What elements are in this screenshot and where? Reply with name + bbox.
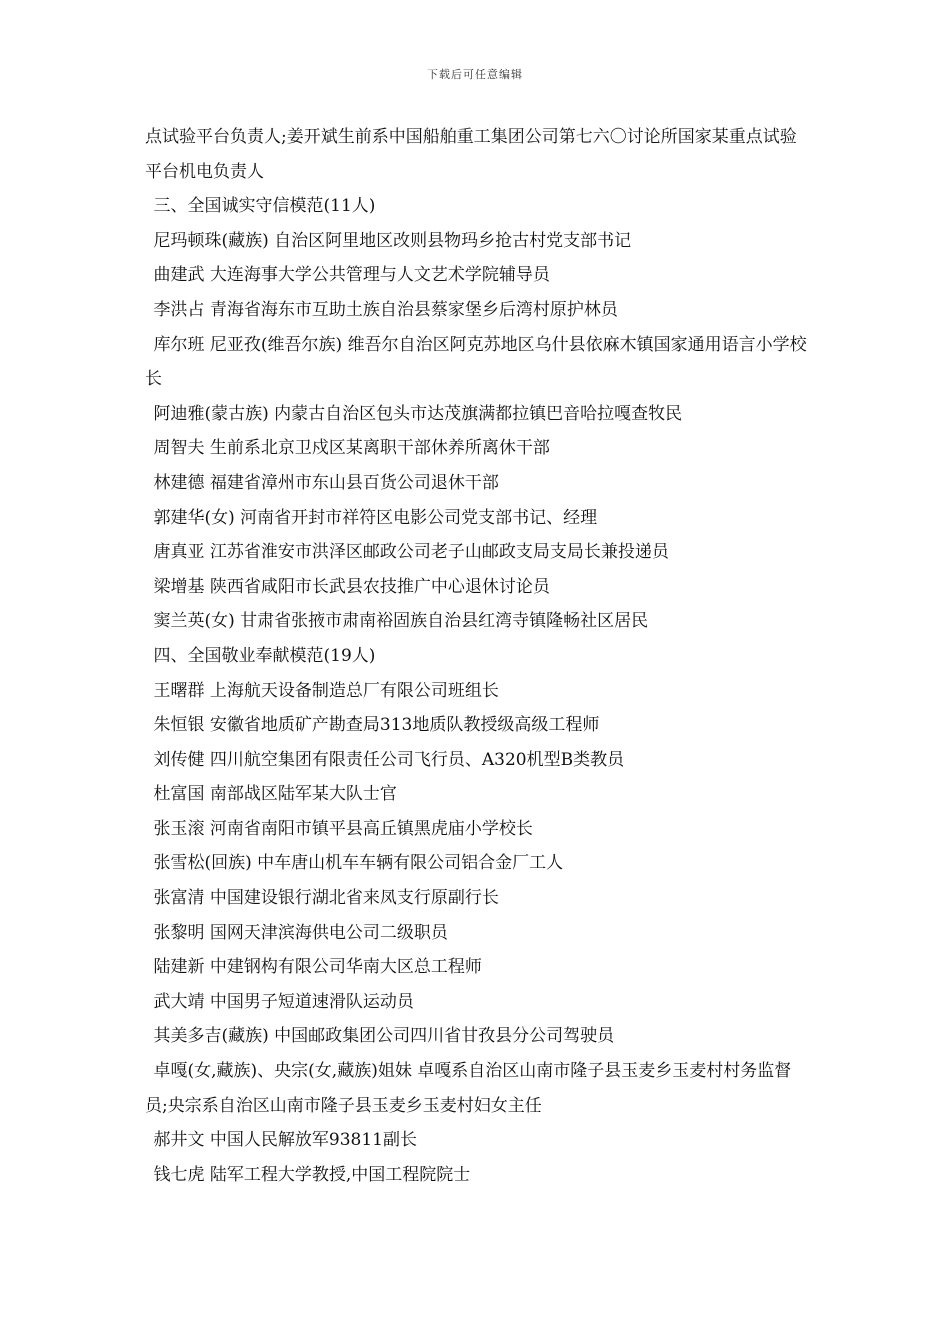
- list-item: 张雪松(回族) 中车唐山机车车辆有限公司铝合金厂工人: [153, 853, 564, 874]
- list-item: 王曙群 上海航天设备制造总厂有限公司班组长: [153, 680, 499, 701]
- list-item: 陆建新 中建钢构有限公司华南大区总工程师: [153, 957, 482, 978]
- list-item: 郝井文 中国人民解放军93811副长: [153, 1130, 417, 1151]
- list-item: 钱七虎 陆军工程大学教授,中国工程院院士: [153, 1164, 471, 1185]
- section-heading: 四、全国敬业奉献模范(19人): [153, 645, 376, 666]
- list-item: 李洪占 青海省海东市互助土族自治县蔡家堡乡后湾村原护林员: [153, 299, 618, 320]
- list-item: 张富清 中国建设银行湖北省来凤支行原副行长: [153, 888, 499, 909]
- list-item: 周智夫 生前系北京卫戍区某离职干部休养所离休干部: [153, 438, 550, 459]
- list-item: 其美多吉(藏族) 中国邮政集团公司四川省甘孜县分公司驾驶员: [153, 1026, 615, 1047]
- list-item: 窦兰英(女) 甘肃省张掖市肃南裕固族自治县红湾寺镇隆畅社区居民: [153, 611, 649, 632]
- list-item: 刘传健 四川航空集团有限责任公司飞行员、A320机型B类教员: [153, 749, 625, 770]
- list-item: 武大靖 中国男子短道速滑队运动员: [153, 991, 414, 1012]
- list-item: 曲建武 大连海事大学公共管理与人文艺术学院辅导员: [153, 265, 550, 286]
- list-item: 库尔班 尼亚孜(维吾尔族) 维吾尔自治区阿克苏地区乌什县依麻木镇国家通用语言小学校长: [145, 334, 807, 390]
- list-item: 林建德 福建省漳州市东山县百货公司退休干部: [153, 472, 499, 493]
- page-header-note: 下载后可任意编辑: [427, 68, 523, 81]
- list-item: 张玉滚 河南省南阳市镇平县高丘镇黑虎庙小学校长: [153, 818, 533, 839]
- list-item: 阿迪雅(蒙古族) 内蒙古自治区包头市达茂旗满都拉镇巴音哈拉嘎查牧民: [153, 403, 683, 424]
- list-item: 张黎明 国网天津滨海供电公司二级职员: [153, 922, 448, 943]
- list-item: 卓嘎(女,藏族)、央宗(女,藏族)姐妹 卓嘎系自治区山南市隆子县玉麦乡玉麦村村务监督员;央宗系自治区山南市隆子县玉麦乡玉麦村妇女主任: [145, 1061, 792, 1116]
- list-item: 朱恒银 安徽省地质矿产勘查局313地质队教授级高级工程师: [153, 715, 600, 736]
- list-item: 尼玛顿珠(藏族) 自治区阿里地区改则县物玛乡抢古村党支部书记: [153, 230, 632, 251]
- list-item: 唐真亚 江苏省淮安市洪泽区邮政公司老子山邮政支局支局长兼投递员: [153, 542, 669, 563]
- list-item: 郭建华(女) 河南省开封市祥符区电影公司党支部书记、经理: [153, 507, 598, 528]
- list-item: 杜富国 南部战区陆军某大队士官: [153, 784, 397, 805]
- list-item: 梁增基 陕西省咸阳市长武县农技推广中心退休讨论员: [153, 576, 550, 597]
- document-body: [145, 120, 810, 1192]
- paragraph: 点试验平台负责人;姜开斌生前系中国船舶重工集团公司第七六〇讨论所国家某重点试验平台机电负责人: [145, 127, 797, 182]
- section-heading: 三、全国诚实守信模范(11人): [153, 196, 376, 217]
